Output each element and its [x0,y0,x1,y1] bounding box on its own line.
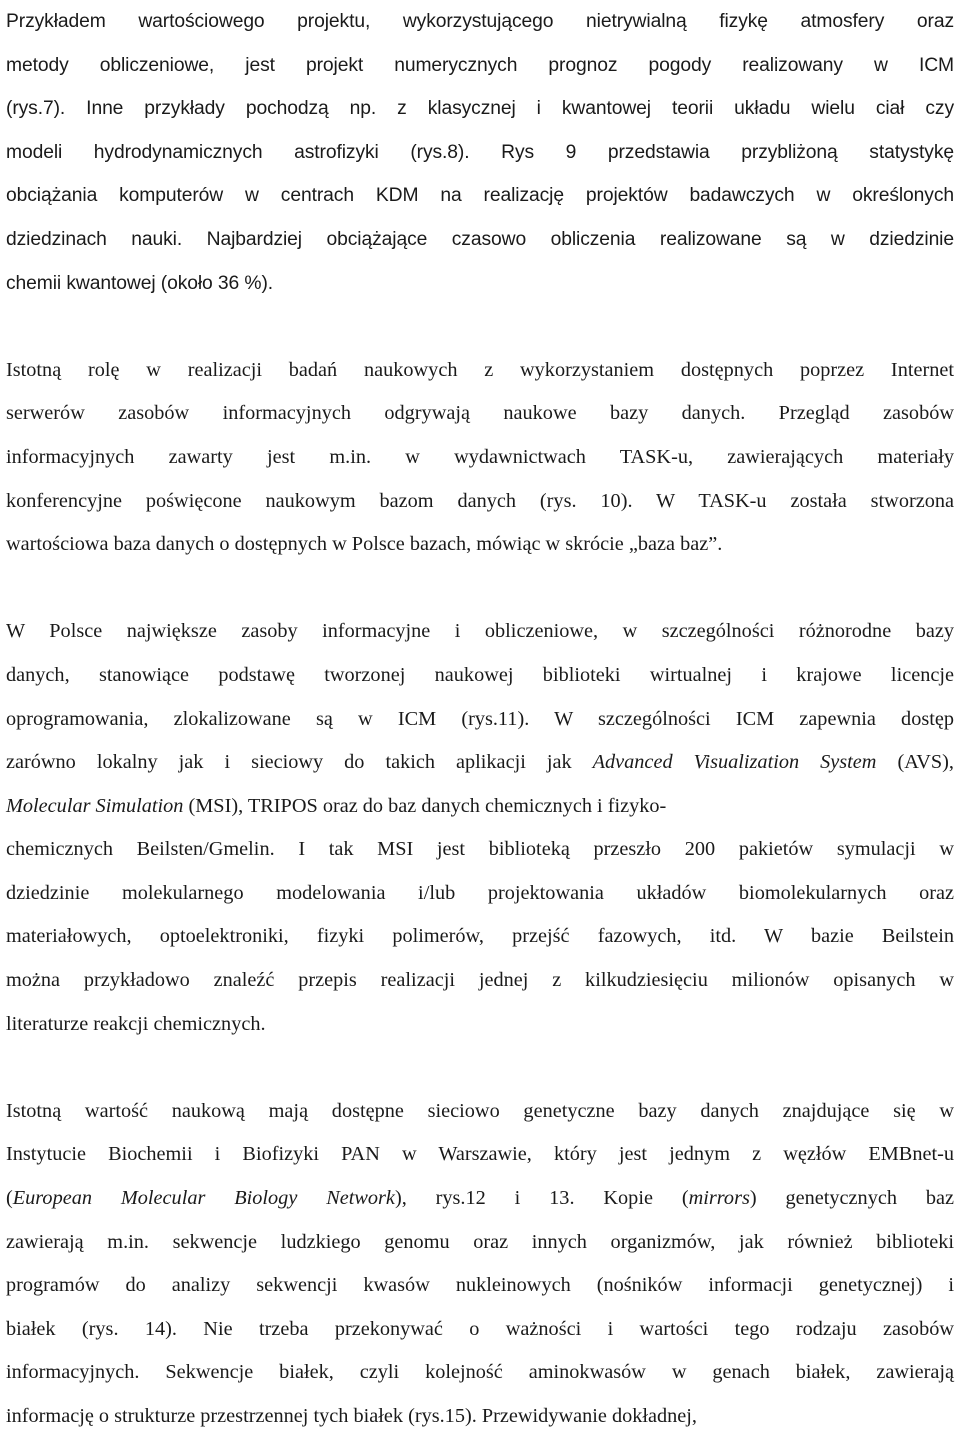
text-run: (MSI), TRIPOS oraz do baz danych chemicznych i fizyko- [183,794,667,817]
text-line: oprogramowania, zlokalizowane są w ICM (rys.11). W szczególności ICM zapewnia dostęp [6,707,954,730]
text-line: konferencyjne poświęcone naukowym bazom danych (rys. 10). W TASK-u została stworzona [6,489,954,512]
text-line: chemii kwantowej (około 36 %). [6,272,274,294]
text-line [6,741,954,785]
text-line [6,1177,954,1221]
text-line: W Polsce największe zasoby informacyjne i obliczeniowe, w szczególności różnorodne bazy [6,620,954,643]
text-line: Przykładem wartościowego projektu, wykorzystującego nietrywialną fizykę atmosfery oraz [6,11,954,32]
text-line: dziedzinach nauki. Najbardziej obciążające czasowo obliczenia realizowane są w dziedzinie [6,228,954,250]
text-line: Instytucie Biochemii i Biofizyki PAN w Warszawie, który jest jednym z węzłów EMBnet-u [6,1143,954,1166]
text-line: można przykładowo znaleźć przepis realizacji jednej z kilkudziesięciu milionów opisanych w [6,969,954,992]
text-line: chemicznych Beilsten/Gmelin. I tak MSI jest biblioteką przeszło 200 pakietów symulacji w [6,838,954,861]
text-line [6,785,954,829]
paragraph-gap [6,1046,954,1090]
italic-term-mirrors: mirrors [688,1187,750,1210]
text-line: Istotną rolę w realizacji badań naukowych z wykorzystaniem dostępnych poprzez Internet [6,358,954,381]
text-line: białek (rys. 14). Nie trzeba przekonywać o ważności i wartości tego rodzaju zasobów [6,1317,954,1340]
text-run: ) genetycznych baz [749,1187,955,1210]
text-line: materiałowych, optoelektroniki, fizyki polimerów, przejść fazowych, itd. W bazie Beilstein [6,925,954,948]
text-line: programów do analizy sekwencji kwasów nukleinowych (nośników informacji genetycznej) i [6,1274,954,1297]
text-line: literaturze reakcji chemicznych. [6,1012,266,1035]
text-run: (AVS), [876,751,954,774]
text-line: danych, stanowiące podstawę tworzonej naukowej biblioteki wirtualnej i krajowe licencje [6,663,954,686]
paragraph-4 [6,1090,954,1439]
paragraph-2 [6,349,954,567]
text-line: serwerów zasobów informacyjnych odgrywają naukowe bazy danych. Przegląd zasobów [6,402,954,425]
paragraph-gap [6,305,954,349]
text-line: obciążania komputerów w centrach KDM na realizację projektów badawczych w określonych [6,185,954,207]
text-line: Istotną wartość naukową mają dostępne sieciowo genetyczne bazy danych znajdujące się w [6,1099,954,1122]
text-line: modeli hydrodynamicznych astrofizyki (rys.8). Rys 9 przedstawia przybliżoną statystykę [6,141,954,163]
text-line: metody obliczeniowe, jest projekt numerycznych prognoz pogody realizowany w ICM [6,54,954,76]
text-line: informacyjnych zawarty jest m.in. w wydawnictwach TASK-u, zawierających materiały [6,445,954,468]
text-run: zarówno lokalny jak i sieciowy do takich aplikacji jak [6,751,593,774]
paragraph-gap [6,567,954,611]
text-run: ), rys.12 i 13. Kopie ( [394,1187,689,1210]
text-line: zawierają m.in. sekwencje ludzkiego genomu oraz innych organizmów, jak również biblioteki [6,1230,954,1253]
text-run: ( [6,1187,13,1210]
paragraph-3 [6,610,954,1046]
document-page [6,0,954,1439]
italic-term-avs: Advanced Visualization System [592,751,877,774]
text-line: informację o strukturze przestrzennej tych białek (rys.15). Przewidywanie dokładnej, [6,1405,697,1427]
text-line: informacyjnych. Sekwencje białek, czyli kolejność aminokwasów w genach białek, zawierają [6,1361,954,1384]
text-line: dziedzinie molekularnego modelowania i/lub projektowania układów biomolekularnych oraz [6,881,954,904]
text-line: (rys.7). Inne przykłady pochodzą np. z klasycznej i kwantowej teorii układu wielu ciał czy [6,98,954,120]
text-line: wartościowa baza danych o dostępnych w Polsce bazach, mówiąc w skrócie „baza baz”. [6,533,723,556]
italic-term-msi: Molecular Simulation [6,794,184,817]
italic-term-embnet: European Molecular Biology Network [12,1187,395,1210]
paragraph-1 [6,0,954,305]
